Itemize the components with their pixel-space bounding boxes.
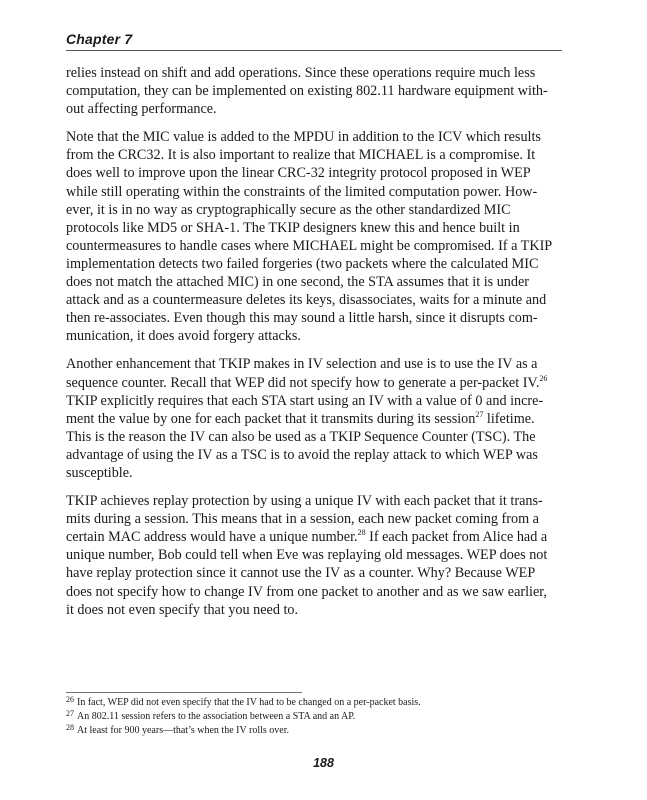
footnote-number: 27 (66, 709, 74, 718)
page-number: 188 (313, 756, 334, 770)
paragraph-text: If each packet from Alice had a unique number, Bob could tell when Eve was replaying old messages. WEP does not have replay protection since it cannot use the IV as a counter. Why? Because WEP does not specify how to change IV from one packet to another and as we saw earlier, it does not even specify that you need to. (66, 529, 548, 618)
paragraph-text: relies instead on shift and add operations. Since these operations require much less computation, they can be implemented on existing 802.11 hardware equipment with-out affecting performance. (66, 65, 548, 118)
footnote-text: In fact, WEP did not even specify that the IV had to be changed on a per-packet basis. (77, 697, 421, 708)
paragraph-1 (66, 64, 558, 118)
paragraph-text: lifetime. This is the reason the IV can also be used as a TKIP Sequence Counter (TSC). The advantage of using the IV as a TSC is to avoid the replay attack to which WEP was susceptible. (66, 410, 538, 481)
paragraph-text: Another enhancement that TKIP makes in IV selection and use is to use the IV as a sequence counter. Recall that WEP did not specify how to generate a per-packet IV. (66, 356, 540, 391)
footnote-ref-26[interactable]: 26 (539, 373, 548, 383)
footnote-28 (66, 725, 558, 737)
body-text (66, 64, 558, 629)
chapter-header: Chapter 7 (66, 31, 133, 47)
paragraph-text: TKIP explicitly requires that each STA start using an IV with a value of 0 and incre-ment the value by one for each packet that it transmits during its session (66, 392, 544, 427)
paragraph-4 (66, 492, 558, 619)
header-rule (66, 50, 562, 51)
footnote-rule (66, 692, 302, 693)
footnote-26 (66, 697, 558, 709)
paragraph-text: Note that the MIC value is added to the MPDU in addition to the ICV which results from the CRC32. It is also important to realize that MICHAEL is a compromise. It does well to improve upon the linear CRC-32 integrity protocol proposed in WEP while still operating within the constraints of the limited computation power. How-ever, it is in no way as cryptographically secure as the other standardized MIC protocols like MD5 or SHA-1. The TKIP designers knew this and hence built in countermeasures to handle cases where MICHAEL might be compromised. If a TKIP implementation detects two failed forgeries (two packets where the calculated MIC does not match the attached MIC) in one second, the STA assumes that it is under attack and as a countermeasure deletes its keys, disassociates, waits for a minute and then re-associates. Even though this may sound a little harsh, since it disrupts com-munication, it does avoid forgery attacks. (66, 129, 552, 345)
footnote-number: 28 (66, 723, 74, 732)
footnote-ref-27[interactable]: 27 (475, 409, 484, 419)
footnote-ref-28[interactable]: 28 (357, 528, 366, 538)
footnote-27 (66, 711, 558, 723)
footnote-text: At least for 900 years—that’s when the IV rolls over. (77, 725, 289, 736)
footnotes (66, 697, 558, 739)
paragraph-3 (66, 355, 558, 482)
footnote-number: 26 (66, 695, 74, 704)
paragraph-text: TKIP achieves replay protection by using a unique IV with each packet that it trans-mits during a session. This means that in a session, each new packet coming from a certain MAC address would have a unique number. (66, 493, 543, 546)
footnote-text: An 802.11 session refers to the association between a STA and an AP. (77, 711, 356, 722)
paragraph-2 (66, 128, 558, 345)
